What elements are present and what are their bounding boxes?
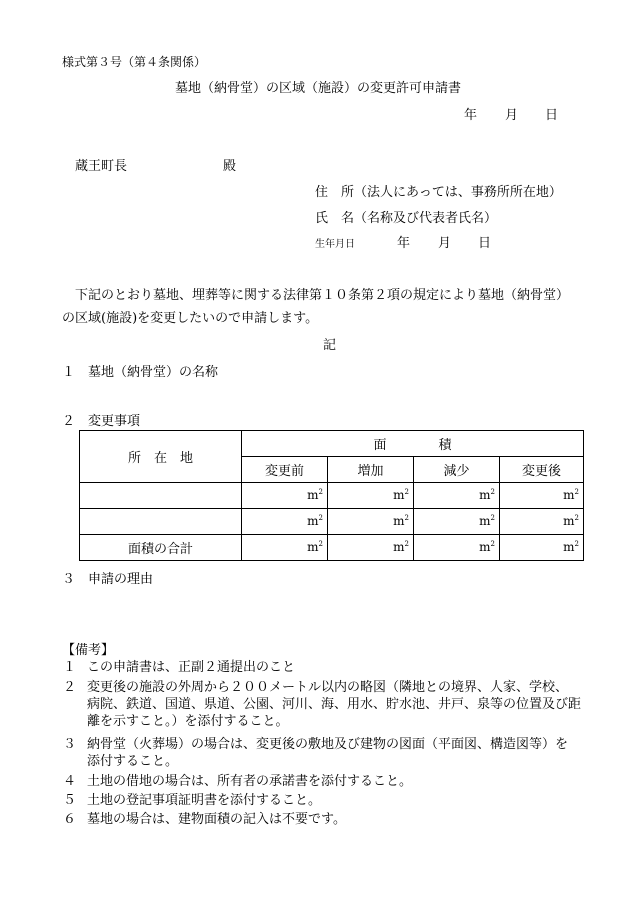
remark-item bbox=[63, 659, 295, 676]
remark-number: ６ bbox=[63, 812, 77, 827]
unit-label: $m^2$ bbox=[307, 488, 323, 502]
remark-text: この申請書は、正副２通提出のこと bbox=[87, 660, 296, 675]
area-cell[interactable] bbox=[500, 509, 584, 535]
applicant-name-label: 氏 名（名称及び代表者氏名） bbox=[315, 211, 498, 226]
item3-heading: ３ 申請の理由 bbox=[62, 572, 154, 587]
table-row bbox=[80, 509, 584, 535]
total-cell[interactable] bbox=[500, 535, 584, 561]
remark-number: ４ bbox=[63, 774, 77, 789]
area-cell[interactable] bbox=[414, 483, 500, 509]
unit-label: $m^2$ bbox=[393, 540, 409, 554]
area-cell[interactable] bbox=[414, 509, 500, 535]
area-cell[interactable] bbox=[500, 483, 584, 509]
area-cell[interactable] bbox=[328, 483, 414, 509]
remark-number: ３ bbox=[63, 737, 77, 752]
birth-day: 日 bbox=[478, 236, 492, 251]
birth-month: 月 bbox=[438, 236, 452, 251]
table-row bbox=[80, 483, 584, 509]
area-cell[interactable] bbox=[242, 483, 328, 509]
date-month: 月 bbox=[505, 108, 519, 123]
location-cell[interactable] bbox=[80, 509, 242, 535]
remark-text: 土地の借地の場合は、所有者の承諾書を添付すること。 bbox=[87, 774, 413, 789]
remark-item bbox=[63, 773, 412, 790]
unit-label: $m^2$ bbox=[393, 488, 409, 502]
col-decrease: 減少 bbox=[414, 457, 500, 483]
change-table bbox=[79, 430, 584, 561]
unit-label: $m^2$ bbox=[563, 514, 579, 528]
remark-item bbox=[63, 736, 568, 770]
date-day: 日 bbox=[545, 108, 559, 123]
area-header: 面 積 bbox=[242, 431, 584, 457]
location-cell[interactable] bbox=[80, 483, 242, 509]
col-before: 変更前 bbox=[242, 457, 328, 483]
addressee-honorific: 殿 bbox=[223, 159, 237, 174]
remark-text: 変更後の施設の外周から２００メートル以内の略図（隣地との境界、人家、学校、 bbox=[87, 680, 569, 695]
ki-heading: 記 bbox=[323, 338, 337, 353]
area-cell[interactable] bbox=[242, 509, 328, 535]
body-text-line1: 下記のとおり墓地、埋葬等に関する法律第１０条第２項の規定により墓地（納骨堂） bbox=[75, 288, 570, 303]
item2-heading: ２ 変更事項 bbox=[62, 414, 141, 429]
remark-item bbox=[63, 792, 321, 809]
form-number: 様式第３号（第４条関係） bbox=[62, 55, 207, 69]
remark-text-continued: 病院、鉄道、国道、県道、公園、河川、海、用水、貯水池、井戸、泉等の位置及び距 bbox=[87, 697, 582, 712]
remark-text: 土地の登記事項証明書を添付すること。 bbox=[87, 793, 322, 808]
unit-label: $m^2$ bbox=[479, 514, 495, 528]
total-row bbox=[80, 535, 584, 561]
remark-number: １ bbox=[63, 660, 77, 675]
remark-item bbox=[63, 679, 581, 730]
date-year: 年 bbox=[464, 108, 478, 123]
item1-heading: １ 墓地（納骨堂）の名称 bbox=[62, 365, 219, 380]
remark-text: 納骨堂（火葬場）の場合は、変更後の敷地及び建物の図面（平面図、構造図等）を bbox=[87, 737, 569, 752]
location-header: 所 在 地 bbox=[80, 431, 242, 483]
col-after: 変更後 bbox=[500, 457, 584, 483]
unit-label: $m^2$ bbox=[393, 514, 409, 528]
remark-text-continued: 離を示すこと。）を添付すること。 bbox=[87, 714, 289, 729]
unit-label: $m^2$ bbox=[479, 540, 495, 554]
total-label: 面積の合計 bbox=[80, 535, 242, 561]
applicant-address-label: 住 所（法人にあっては、事務所所在地） bbox=[315, 185, 562, 200]
total-cell[interactable] bbox=[242, 535, 328, 561]
unit-label: $m^2$ bbox=[563, 540, 579, 554]
unit-label: $m^2$ bbox=[307, 514, 323, 528]
body-text-line2: の区域(施設)を変更したいので申請します。 bbox=[62, 311, 319, 326]
remark-number: ５ bbox=[63, 793, 77, 808]
remark-text-continued: 添付すること。 bbox=[87, 754, 179, 769]
remark-text: 墓地の場合は、建物面積の記入は不要です。 bbox=[87, 812, 346, 827]
total-cell[interactable] bbox=[414, 535, 500, 561]
col-increase: 増加 bbox=[328, 457, 414, 483]
area-cell[interactable] bbox=[328, 509, 414, 535]
remarks-header: 【備考】 bbox=[62, 643, 115, 658]
total-cell[interactable] bbox=[328, 535, 414, 561]
remark-number: ２ bbox=[63, 680, 77, 695]
form-title: 墓地（納骨堂）の区域（施設）の変更許可申請書 bbox=[175, 81, 462, 96]
unit-label: $m^2$ bbox=[563, 488, 579, 502]
birth-year: 年 bbox=[397, 236, 411, 251]
remark-item bbox=[63, 811, 346, 828]
unit-label: $m^2$ bbox=[479, 488, 495, 502]
addressee-name: 蔵王町長 bbox=[75, 159, 128, 174]
unit-label: $m^2$ bbox=[307, 540, 323, 554]
applicant-birth-label: 生年月日 bbox=[315, 239, 355, 250]
